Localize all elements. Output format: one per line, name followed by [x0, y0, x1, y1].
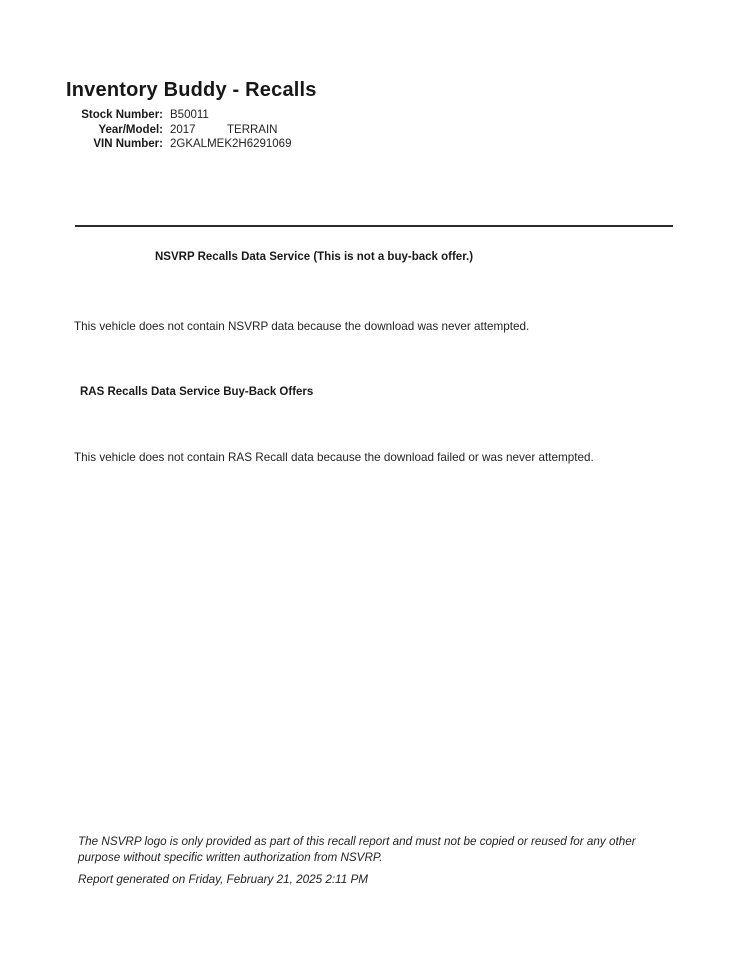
- vin-number-label: VIN Number:: [93, 138, 163, 150]
- page-title: Inventory Buddy - Recalls: [66, 79, 317, 101]
- nsvrp-logo-disclaimer: The NSVRP logo is only provided as part of this recall report and must not be copied or reused for any other purpose without specific written authorization from NSVRP.: [78, 835, 636, 864]
- year-model-label: Year/Model:: [98, 123, 163, 136]
- year-model-value: [170, 123, 277, 138]
- section-divider-rule: [75, 225, 673, 227]
- stock-number-row: [66, 108, 291, 123]
- nsvrp-status-message: This vehicle does not contain NSVRP data because the download was never attempted.: [74, 320, 530, 333]
- vehicle-info-block: [66, 108, 291, 152]
- stock-number-value: B50011: [170, 109, 209, 121]
- ras-status-message: This vehicle does not contain RAS Recall data because the download failed or was never attempted.: [74, 451, 594, 464]
- ras-section-heading: RAS Recalls Data Service Buy-Back Offers: [80, 386, 314, 398]
- model-value: TERRAIN: [227, 123, 278, 136]
- vin-number-value: 2GKALMEK2H6291069: [170, 138, 292, 150]
- year-value: 2017: [170, 123, 196, 136]
- nsvrp-section-heading: NSVRP Recalls Data Service (This is not a buy-back offer.): [155, 251, 474, 263]
- vin-number-row: [66, 137, 291, 152]
- year-model-row: [66, 123, 291, 138]
- stock-number-label: Stock Number:: [81, 109, 163, 121]
- report-generated-timestamp: Report generated on Friday, February 21, 2025 2:11 PM: [78, 873, 368, 886]
